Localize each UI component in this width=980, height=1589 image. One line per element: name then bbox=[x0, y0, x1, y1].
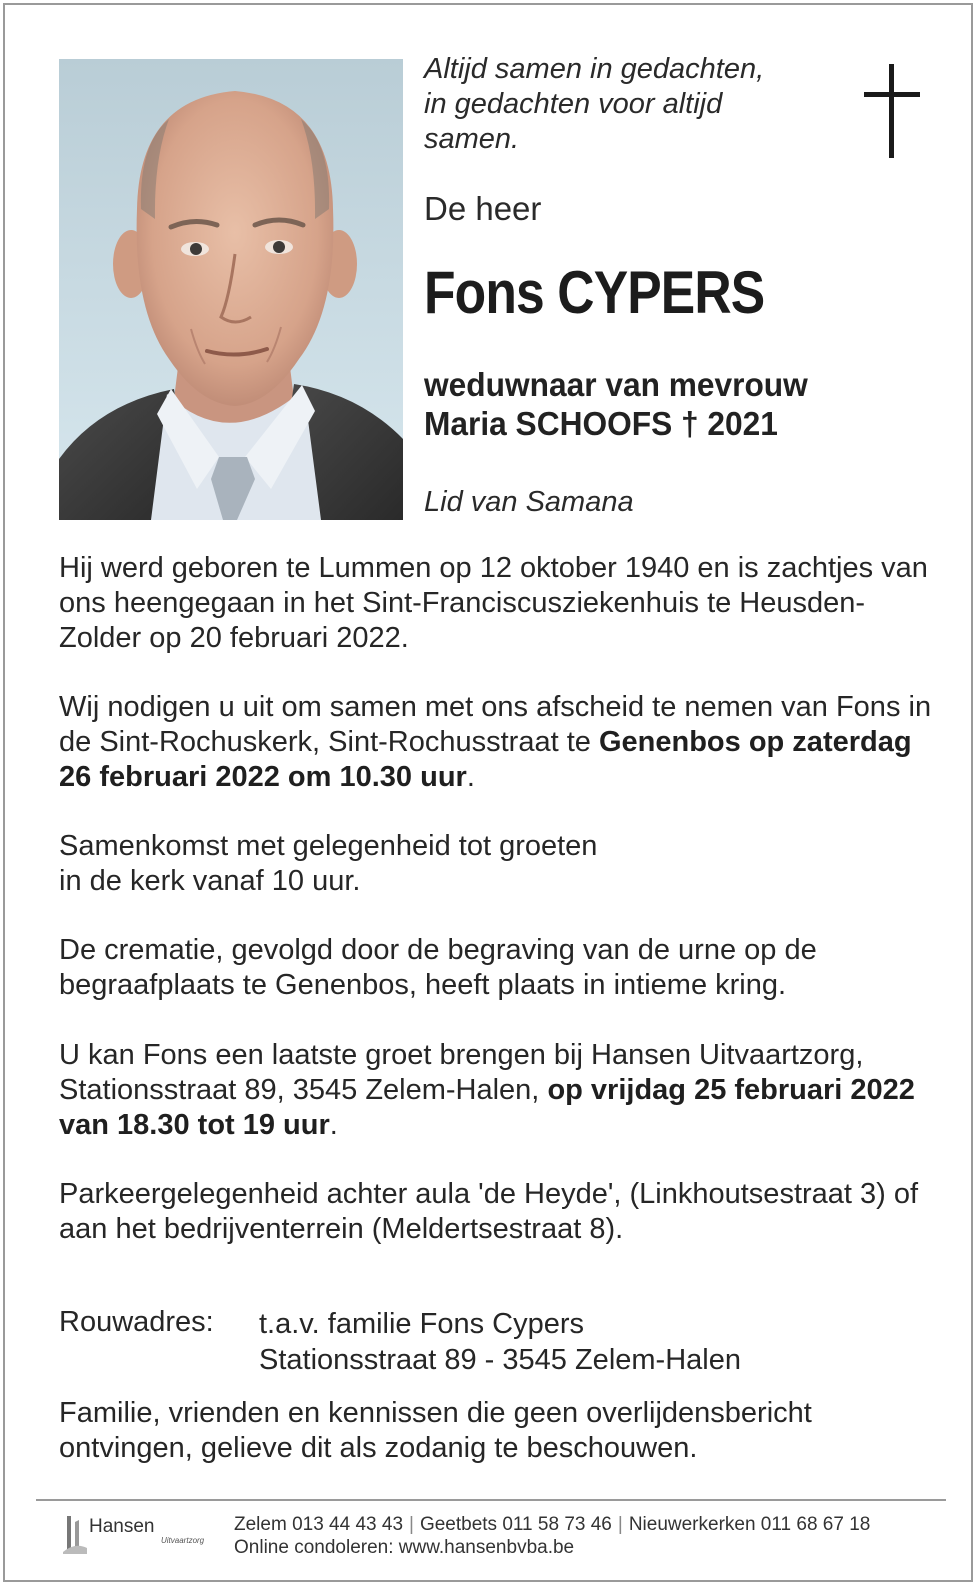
memorial-quote bbox=[424, 52, 824, 157]
phone-line bbox=[234, 1513, 870, 1536]
widower-line: weduwnaar van mevrouw bbox=[424, 366, 808, 403]
farewell-text: U kan Fons een laatste groet brengen bij Hansen Uitvaartzorg, Stationsstraat 89, 3545 Zelem-Halen, bbox=[59, 1039, 864, 1106]
footer-contact bbox=[234, 1513, 870, 1559]
salutation: De heer bbox=[424, 190, 542, 227]
ceremony-end: . bbox=[466, 761, 475, 793]
latin-cross-icon bbox=[864, 64, 920, 163]
cremation-paragraph: De crematie, gevolgd door de begraving van de urne op de begraafplaats te Genenbos, heeft plaats in intieme kring. bbox=[59, 934, 817, 1001]
parking-paragraph: Parkeergelegenheid achter aula 'de Heyde', (Linkhoutsestraat 3) of aan het bedrijventerrein (Meldertsestraat 8). bbox=[59, 1178, 919, 1245]
phone-nieuwerkerken: Nieuwerkerken 011 68 67 18 bbox=[628, 1514, 871, 1535]
gathering-line: in de kerk vanaf 10 uur. bbox=[59, 865, 361, 897]
separator: | bbox=[617, 1514, 623, 1535]
farewell-end: . bbox=[329, 1109, 338, 1141]
phone-geetbets: Geetbets 011 58 73 46 bbox=[419, 1514, 612, 1535]
widower-of bbox=[424, 365, 824, 443]
online-condolences-link[interactable]: Online condoleren: www.hansenbvba.be bbox=[234, 1537, 575, 1558]
birth-death-paragraph: Hij werd geboren te Lummen op 12 oktober 1940 en is zachtjes van ons heengegaan in het Sint-Franciscusziekenhuis te Heusden-Zolder op 20 februari 2022. bbox=[59, 552, 928, 654]
ceremony-datetime: Genenbos op zaterdag 26 februari 2022 om 10.30 uur bbox=[59, 726, 912, 793]
address-line: t.a.v. familie Fons Cypers bbox=[259, 1308, 585, 1340]
gathering-line: Samenkomst met gelegenheid tot groeten bbox=[59, 830, 598, 862]
ceremony-text: Wij nodigen u uit om samen met ons afscheid te nemen van Fons in de Sint-Rochuskerk, Sint-Rochusstraat te bbox=[59, 691, 932, 758]
quote-line: samen. bbox=[424, 123, 520, 155]
address-label: Rouwadres: bbox=[59, 1306, 214, 1338]
phone-zelem: Zelem 013 44 43 43 bbox=[234, 1514, 404, 1535]
funeral-home-logo bbox=[63, 1512, 203, 1562]
logo-name: Hansen bbox=[89, 1516, 155, 1537]
widower-line: Maria SCHOOFS † 2021 bbox=[424, 405, 778, 442]
footer-divider bbox=[36, 1499, 946, 1501]
gathering-paragraph bbox=[59, 829, 939, 899]
deceased-name: Fons CYPERS bbox=[424, 259, 765, 326]
portrait-photo bbox=[59, 59, 403, 520]
logo-subtitle: Uitvaartzorg bbox=[161, 1536, 205, 1545]
address-block bbox=[259, 1306, 741, 1378]
separator: | bbox=[409, 1514, 414, 1535]
farewell-datetime: op vrijdag 25 februari 2022 van 18.30 tot 19 uur bbox=[59, 1074, 915, 1141]
quote-line: in gedachten voor altijd bbox=[424, 88, 723, 120]
membership: Lid van Samana bbox=[424, 486, 634, 518]
address-line: Stationsstraat 89 - 3545 Zelem-Halen bbox=[259, 1344, 741, 1376]
quote-line: Altijd samen in gedachten, bbox=[424, 53, 765, 85]
farewell-paragraph bbox=[59, 1038, 939, 1143]
closing-paragraph: Familie, vrienden en kennissen die geen overlijdensbericht ontvingen, gelieve dit als zodanig te beschouwen. bbox=[59, 1397, 812, 1464]
ceremony-paragraph bbox=[59, 690, 939, 795]
